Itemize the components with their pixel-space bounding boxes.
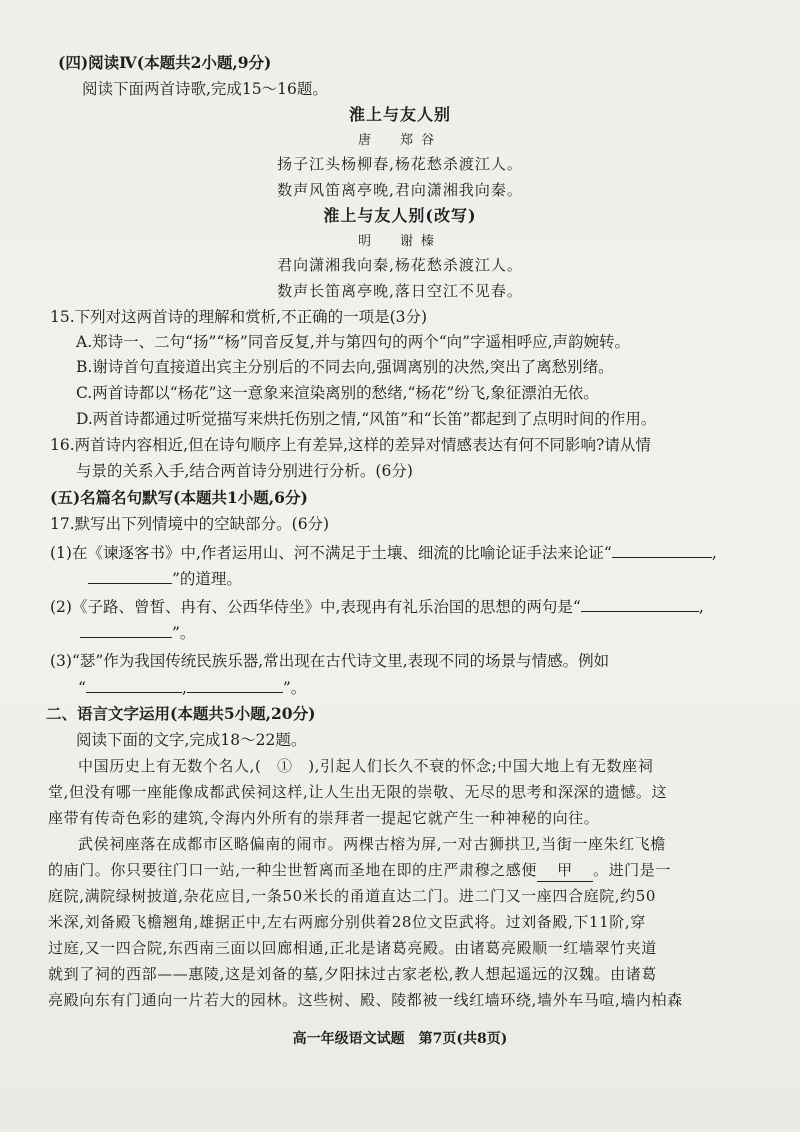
poem2-line2: 数声长笛离亭晚,落日空江不见春。 [277, 282, 523, 300]
q16-line1: 16.两首诗内容相近,但在诗句顺序上有差异,这样的差异对情感表达有何不同影响?请从情 [50, 436, 651, 454]
q17-part2-line1: (2)《子路、曾皙、冉有、公西华侍坐》中,表现冉有礼乐治国的思想的两句是“ , [50, 595, 704, 618]
part2-instruction: 阅读下面的文字,完成18～22题。 [76, 731, 307, 749]
section4-instruction: 阅读下面两首诗歌,完成15～16题。 [82, 80, 328, 98]
q17-part1-line2: ”的道理。 [88, 567, 242, 590]
q15-option-a: A.郑诗一、二句“扬”“杨”同音反复,并与第四句的两个“向”字遥相呼应,声韵婉转。 [76, 333, 631, 351]
passage-p2-line5: 过庭,又一四合院,东西南三面以回廊相通,正北是诸葛亮殿。由诸葛亮殿顺一红墙翠竹夹道 [48, 939, 657, 957]
answer-blank[interactable] [187, 676, 283, 693]
passage-p2-line6: 就到了祠的西部——惠陵,这是刘备的墓,夕阳抹过古家老松,教人想起遥远的汉魏。由诸葛 [48, 965, 657, 983]
passage-p2-line4: 米深,刘备殿飞檐翘角,雄据正中,左右两廊分别供着28位文臣武将。过刘备殿,下11阶,穿 [48, 913, 646, 931]
answer-blank[interactable] [612, 541, 712, 558]
page-footer: 高一年级语文试题 第7页(共8页) [292, 1031, 508, 1047]
poem2-title: 淮上与友人别(改写) [323, 206, 477, 225]
answer-blank[interactable] [80, 621, 172, 638]
poem2-author: 明 谢榛 [357, 234, 442, 249]
poem1-line2: 数声风笛离亭晚,君向潇湘我向秦。 [277, 181, 523, 199]
poem1-line1: 扬子江头杨柳春,杨花愁杀渡江人。 [277, 155, 523, 173]
q15-stem: 15.下列对这两首诗的理解和赏析,不正确的一项是(3分) [50, 308, 428, 326]
section4-title: (四)阅读Ⅳ(本题共2小题,9分) [58, 53, 272, 72]
q17-part3-line2: “ , ”。 [78, 676, 306, 699]
poem1-author: 唐 郑谷 [357, 133, 442, 148]
q17-part2-line2: ”。 [80, 621, 195, 644]
q15-option-d: D.两首诗都通过听觉描写来烘托伤别之情,“风笛”和“长笛”都起到了点明时间的作用。 [76, 410, 657, 428]
passage-p1-line2: 堂,但没有哪一座能像成都武侯祠这样,让人生出无限的崇敬、无尽的思考和深深的遗憾。这 [48, 783, 668, 801]
q17-stem: 17.默写出下列情境中的空缺部分。(6分) [50, 515, 330, 533]
answer-blank[interactable] [88, 567, 172, 584]
passage-p2-line2: 的庙门。你只要往门口一站,一种尘世暂离而圣地在即的庄严肃穆之感便 甲 。进门是一 [48, 859, 671, 882]
passage-p1-line1: 中国历史上有无数个名人,( ① ),引起人们长久不衰的怀念;中国大地上有无数座祠 [78, 757, 654, 775]
q16-line2: 与景的关系入手,结合两首诗分别进行分析。(6分) [76, 462, 413, 480]
q15-option-b: B.谢诗首句直接道出宾主分别后的不同去向,强调离别的决然,突出了离愁别绪。 [76, 358, 614, 376]
q17-part1-line1: (1)在《谏逐客书》中,作者运用山、河不满足于土壤、细流的比喻论证手法来论证“ , [50, 541, 717, 564]
q15-option-c: C.两首诗都以“杨花”这一意象来渲染离别的愁绪,“杨花”纷飞,象征漂泊无依。 [76, 384, 599, 402]
answer-blank[interactable] [581, 595, 699, 612]
passage-p2-line1: 武侯祠座落在成都市区略偏南的闹市。两棵古榕为屏,一对古狮拱卫,当街一座朱红飞檐 [78, 835, 666, 853]
passage-p2-line7: 亮殿向东有门通向一片若大的园林。这些树、殿、陵都被一线红墙环绕,墙外车马喧,墙内柏森 [48, 991, 683, 1009]
poem1-title: 淮上与友人别 [348, 105, 451, 124]
blank-jia: 甲 [537, 859, 593, 882]
passage-p1-line3: 座带有传奇色彩的建筑,令海内外所有的崇拜者一提起它就产生一种神秘的向往。 [48, 809, 600, 827]
part2-title: 二、语言文字运用(本题共5小题,20分) [46, 704, 316, 723]
section5-title: (五)名篇名句默写(本题共1小题,6分) [50, 488, 308, 507]
q17-part3-line1: (3)“瑟”作为我国传统民族乐器,常出现在古代诗文里,表现不同的场景与情感。例如 [50, 652, 610, 670]
passage-p2-line3: 庭院,满院绿树披道,杂花应目,一条50米长的甬道直达二门。进二门又一座四合庭院,约50 [48, 887, 657, 905]
answer-blank[interactable] [86, 676, 182, 693]
poem2-line1: 君向潇湘我向秦,杨花愁杀渡江人。 [277, 256, 523, 274]
